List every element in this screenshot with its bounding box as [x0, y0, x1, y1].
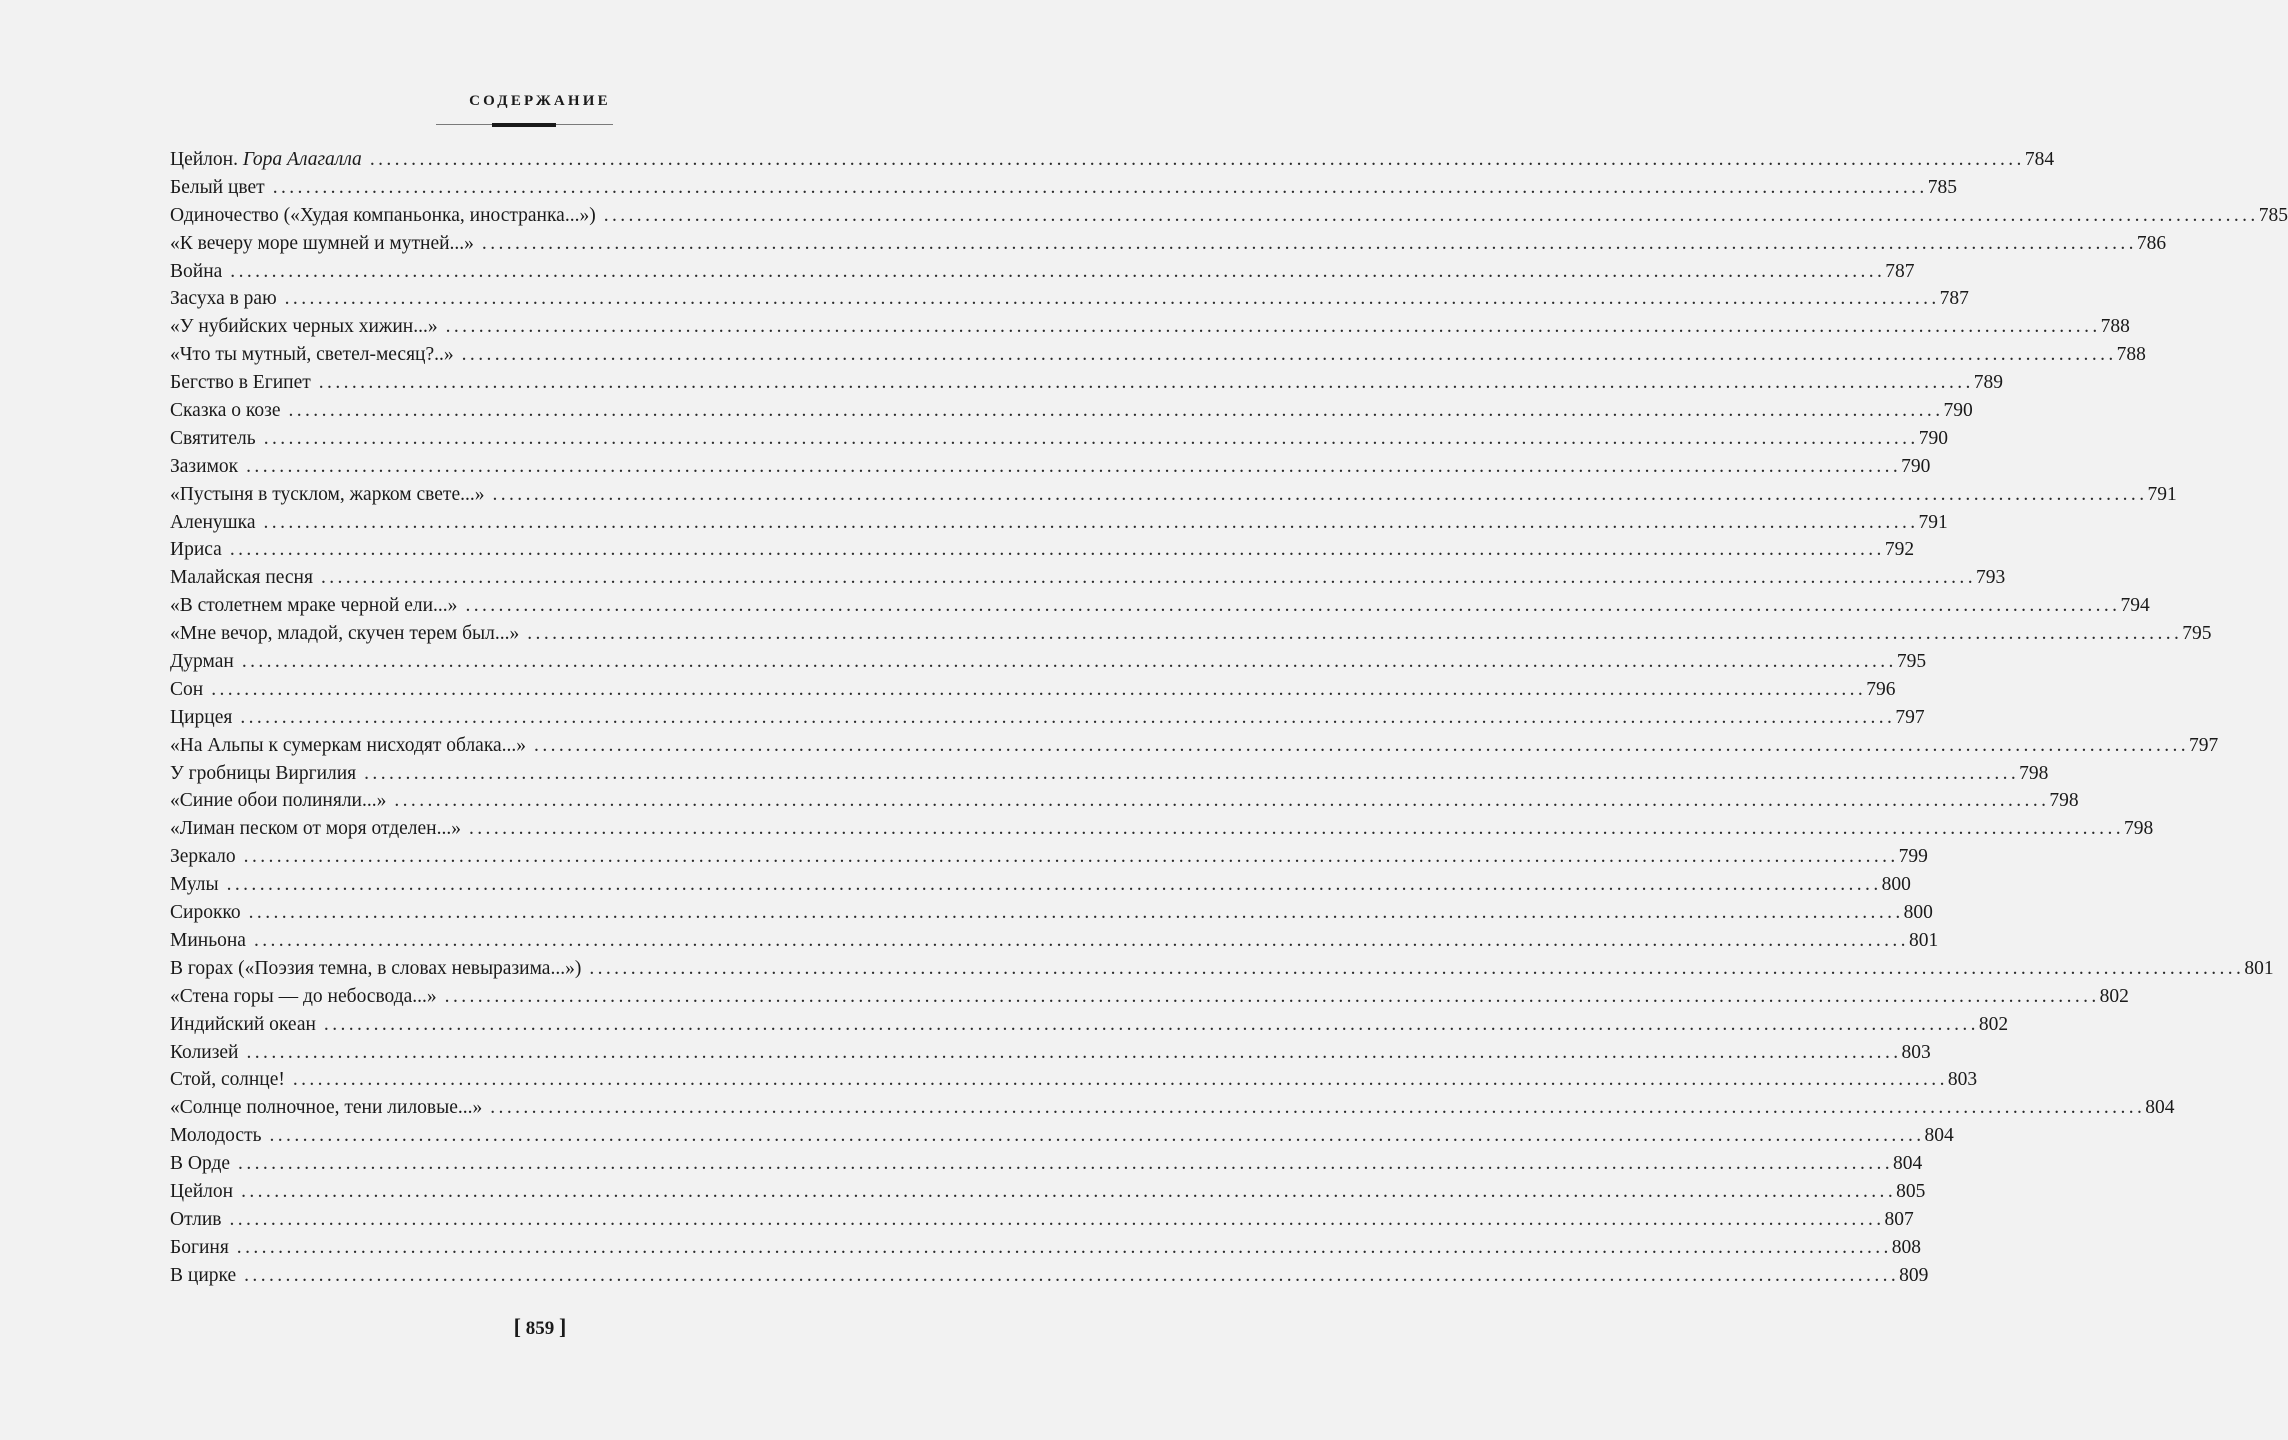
toc-entry-title-text: Сон [170, 678, 204, 700]
toc-entry-page: 788 [2100, 316, 2130, 338]
dot-leader: ........................................................................................................................................................................................................ [246, 1041, 1902, 1063]
toc-entry-page: 809 [1899, 1264, 1929, 1286]
toc-entry [170, 1206, 1914, 1234]
toc-entry-title-text: «На Альпы к сумеркам нисходят облака...» [170, 734, 527, 756]
toc-entry-title [170, 843, 236, 871]
toc-entry-page: 784 [2024, 149, 2055, 170]
dot-leader: ........................................................................................................................................................................................................ [229, 1208, 1885, 1230]
dot-leader: ........................................................................................................................................................................................................ [230, 260, 1886, 282]
dot-leader: ........................................................................................................................................................................................................ [248, 902, 1904, 924]
toc-entry-title-text: Малайская песня [170, 567, 313, 589]
toc-entry-title-text: В горах («Поэзия темна, в словах невыразима...») [170, 957, 582, 979]
toc-entry-title-text: «Что ты мутный, светел-месяц?..» [170, 344, 454, 366]
toc-entry-title [170, 1150, 230, 1178]
toc-entry-title-text: Колизей [170, 1041, 239, 1063]
dot-leader: ........................................................................................................................................................................................................ [527, 623, 2183, 645]
toc-entry-title [170, 1122, 262, 1150]
dot-leader: ........................................................................................................................................................................................................ [244, 1264, 1900, 1286]
dot-leader: ........................................................................................................................................................................................................ [318, 372, 1974, 394]
toc-entry-page: 803 [1901, 1041, 1931, 1063]
toc-entry [170, 230, 2167, 258]
toc-entry-title [170, 202, 596, 230]
toc-entry-page: 801 [2244, 957, 2274, 979]
toc-entry [170, 1178, 1926, 1206]
toc-entry-title [170, 871, 219, 899]
toc-entry-page: 798 [2019, 762, 2049, 784]
toc-entry-page: 800 [1881, 874, 1911, 896]
toc-entry-title-text: У гробницы Виргилия [170, 762, 357, 784]
toc-entry [170, 1094, 2175, 1122]
toc-entry [170, 871, 1911, 899]
toc-entry [170, 787, 2079, 815]
toc-entry-title-text: «Стена горы — до небосвода...» [170, 985, 437, 1007]
toc-entry-title-text: «Синие обои полиняли...» [170, 790, 387, 812]
toc-entry-page: 808 [1891, 1236, 1922, 1258]
toc-entry-title [170, 648, 234, 676]
dot-leader: ........................................................................................................................................................................................................ [211, 678, 1867, 700]
toc-entry-title-text: Цейлон. [170, 149, 243, 170]
toc-entry-title [170, 983, 437, 1011]
toc-entry [170, 146, 2055, 174]
dot-leader: ........................................................................................................................................................................................................ [589, 957, 2245, 979]
toc-entry-page: 804 [1924, 1125, 1954, 1147]
toc-entry-title-text: «Лиман песком от моря отделен...» [170, 818, 461, 840]
toc-entry-page: 789 [1973, 372, 2004, 394]
toc-entry [170, 453, 1931, 481]
toc-entry-title [170, 146, 362, 174]
toc-entry-page: 787 [1885, 260, 1915, 282]
toc-entry-title-text: Миньона [170, 929, 246, 951]
dot-leader: ........................................................................................................................................................................................................ [364, 762, 2020, 784]
toc-entry [170, 1234, 1922, 1262]
toc-entry [170, 620, 2212, 648]
toc-entry-page: 797 [2189, 734, 2219, 756]
toc-entry-title [170, 369, 311, 397]
toc-entry-page: 795 [1896, 651, 1927, 673]
dot-leader: ........................................................................................................................................................................................................ [369, 149, 2025, 170]
toc-entry-title-text: Одиночество («Худая компаньонка, иностранка...») [170, 204, 596, 226]
toc-entry-title [170, 927, 246, 955]
dot-leader: ........................................................................................................................................................................................................ [241, 1180, 1897, 1202]
toc-entry [170, 313, 2130, 341]
dot-leader: ........................................................................................................................................................................................................ [490, 1097, 2146, 1119]
dot-leader: ........................................................................................................................................................................................................ [246, 455, 1902, 477]
toc-entry-title [170, 285, 277, 313]
toc-entry-title-italic: Гора Алагалла [242, 149, 362, 170]
dot-leader: ........................................................................................................................................................................................................ [534, 734, 2190, 756]
dot-leader: ........................................................................................................................................................................................................ [481, 232, 2137, 254]
toc-entry-title [170, 1206, 222, 1234]
toc-entry [170, 676, 1896, 704]
page-number-bracket-open: [ [513, 1314, 521, 1339]
toc-entry [170, 509, 1948, 537]
toc-entry-page: 788 [2116, 344, 2146, 366]
toc-entry [170, 1039, 1931, 1067]
dot-leader: ........................................................................................................................................................................................................ [229, 539, 1885, 561]
toc-entry-page: 790 [1943, 400, 1973, 422]
toc-entry-title [170, 174, 265, 202]
toc-entry-title-text: Зазимок [170, 455, 239, 477]
toc-entry-page: 792 [1884, 539, 1915, 561]
toc-entry [170, 285, 1969, 313]
toc-entry-title [170, 787, 386, 815]
toc-entry-title [170, 564, 313, 592]
page-number-value: 859 [525, 1318, 555, 1339]
toc-entry-title [170, 899, 241, 927]
dot-leader: ........................................................................................................................................................................................................ [236, 1236, 1892, 1258]
toc-entry-title-text: «Мне вечор, младой, скучен терем был...» [170, 623, 520, 645]
page-number [0, 1314, 1080, 1340]
toc-entry-title-text: Белый цвет [170, 176, 265, 198]
toc-entry-title [170, 704, 232, 732]
toc-entry-title-text: Сказка о козе [170, 400, 281, 422]
toc-entry-page: 785 [1927, 176, 1957, 198]
toc-entry-title-text: «Пустыня в тусклом, жарком свете...» [170, 483, 485, 505]
toc-entry-page: 804 [1893, 1153, 1923, 1175]
toc-entry-title-text: Аленушка [170, 511, 256, 533]
toc-entry-title [170, 258, 222, 286]
dot-leader: ........................................................................................................................................................................................................ [269, 1125, 1925, 1147]
toc-entry-page: 800 [1903, 902, 1933, 924]
toc-entry-title [170, 453, 238, 481]
toc-entry-title-text: «К вечеру море шумней и мутней...» [170, 232, 474, 254]
toc-entry-title [170, 341, 454, 369]
toc-entry [170, 1150, 1923, 1178]
toc-entry-page: 791 [2147, 483, 2177, 505]
toc-entry-title [170, 425, 256, 453]
toc-entry [170, 258, 1915, 286]
toc-entry-title [170, 397, 280, 425]
toc-entry-title-text: Цирцея [170, 706, 233, 728]
toc-entry-title-text: Богиня [170, 1236, 229, 1258]
toc-entry-page: 799 [1898, 846, 1928, 868]
toc-entry-title [170, 1178, 233, 1206]
toc-entry [170, 927, 1939, 955]
toc-entry [170, 760, 2049, 788]
toc-entry [170, 732, 2219, 760]
toc-entry-title-text: Молодость [170, 1125, 262, 1147]
toc-entry-title-text: Ириса [170, 539, 222, 561]
toc-entry-page: 791 [1918, 511, 1948, 533]
toc-entry [170, 397, 1973, 425]
toc-entry [170, 899, 1933, 927]
toc-entry-title [170, 313, 438, 341]
toc-entry-title-text: «У нубийских черных хижин...» [170, 316, 438, 338]
toc-entry-title-text: «В столетнем мраке черной ели...» [170, 595, 458, 617]
toc-entry-title [170, 760, 356, 788]
toc-entry [170, 955, 2274, 983]
toc-entry-page: 802 [1978, 1013, 2009, 1035]
dot-leader: ........................................................................................................................................................................................................ [445, 316, 2101, 338]
dot-leader: ........................................................................................................................................................................................................ [320, 567, 1976, 589]
toc-entry-title [170, 481, 484, 509]
dot-leader: ........................................................................................................................................................................................................ [238, 1153, 1894, 1175]
toc-entry-page: 785 [2258, 204, 2288, 226]
dot-leader: ........................................................................................................................................................................................................ [253, 929, 1909, 951]
toc-entry-title [170, 1011, 316, 1039]
toc-entry [170, 174, 1957, 202]
dot-leader: ........................................................................................................................................................................................................ [243, 846, 1899, 868]
toc-entry-page: 803 [1947, 1069, 1978, 1091]
toc-entry [170, 341, 2146, 369]
toc-entry [170, 481, 2177, 509]
toc-entry-title-text: Сирокко [170, 902, 241, 924]
dot-leader: ........................................................................................................................................................................................................ [469, 818, 2124, 840]
toc-entry-page: 801 [1908, 929, 1939, 951]
toc-entry-page: 790 [1901, 455, 1931, 477]
toc-entry-title-text: В Орде [170, 1153, 231, 1175]
toc-entry [170, 592, 2150, 620]
dot-leader: ........................................................................................................................................................................................................ [323, 1013, 1979, 1035]
dot-leader: ........................................................................................................................................................................................................ [272, 176, 1928, 198]
toc-entry-title-text: Цейлон [170, 1180, 234, 1202]
toc-entry [170, 815, 2154, 843]
toc-entry-page: 798 [2124, 818, 2154, 840]
toc-entry-title [170, 1094, 482, 1122]
toc-entry-page: 804 [2145, 1097, 2175, 1119]
toc-entry-title-text: Святитель [170, 427, 256, 449]
toc-entry-title [170, 509, 256, 537]
toc-entry-title-text: Мулы [170, 874, 219, 896]
dot-leader: ........................................................................................................................................................................................................ [461, 344, 2117, 366]
toc-entry [170, 1066, 1978, 1094]
toc-entry-title-text: В цирке [170, 1264, 237, 1286]
dot-leader: ........................................................................................................................................................................................................ [241, 651, 1897, 673]
toc-entry [170, 843, 1928, 871]
toc-entry [170, 1122, 1954, 1150]
toc-entry-title-text: Стой, солнце! [170, 1069, 285, 1091]
toc-entry [170, 704, 1925, 732]
dot-leader: ........................................................................................................................................................................................................ [465, 595, 2121, 617]
toc-entry-page: 807 [1884, 1208, 1914, 1230]
dot-leader: ........................................................................................................................................................................................................ [292, 1069, 1948, 1091]
dot-leader: ........................................................................................................................................................................................................ [284, 288, 1940, 310]
toc-entry-title [170, 620, 519, 648]
toc-entry-page: 802 [2099, 985, 2129, 1007]
title-divider-thick [492, 123, 556, 127]
toc-entry-title-text: Дурман [170, 651, 234, 673]
toc-entry [170, 425, 1948, 453]
dot-leader: ........................................................................................................................................................................................................ [394, 790, 2050, 812]
toc-entry-page: 795 [2182, 623, 2212, 645]
toc-entry-title-text: Отлив [170, 1208, 222, 1230]
toc-entry-title [170, 955, 581, 983]
dot-leader: ........................................................................................................................................................................................................ [492, 483, 2148, 505]
dot-leader: ........................................................................................................................................................................................................ [603, 204, 2259, 226]
toc-entry [170, 648, 1927, 676]
toc-entry-page: 787 [1939, 288, 1969, 310]
toc-entry-title-text: Бегство в Египет [170, 372, 311, 394]
toc-entry-title [170, 676, 203, 704]
toc-entry-title-text: «Солнце полночное, тени лиловые...» [170, 1097, 483, 1119]
dot-leader: ........................................................................................................................................................................................................ [226, 874, 1882, 896]
toc-entry [170, 564, 2006, 592]
toc-entry-title-text: Засуха в раю [170, 288, 277, 310]
dot-leader: ........................................................................................................................................................................................................ [288, 400, 1944, 422]
page-number-bracket-close: ] [559, 1314, 567, 1339]
dot-leader: ........................................................................................................................................................................................................ [444, 985, 2100, 1007]
table-of-contents [170, 146, 2288, 1290]
toc-entry-page: 793 [1975, 567, 2006, 589]
toc-entry-title [170, 592, 457, 620]
toc-entry [170, 536, 1915, 564]
toc-entry-title [170, 230, 474, 258]
toc-entry [170, 202, 2288, 230]
toc-entry-title [170, 1234, 229, 1262]
toc-entry-title [170, 536, 222, 564]
toc-entry-page: 794 [2120, 595, 2150, 617]
toc-entry-page: 786 [2136, 232, 2167, 254]
dot-leader: ........................................................................................................................................................................................................ [263, 511, 1919, 533]
toc-entry-title [170, 815, 461, 843]
toc-entry-title-text: Индийский океан [170, 1013, 316, 1035]
toc-entry-title [170, 1039, 239, 1067]
toc-entry [170, 1262, 1929, 1290]
toc-entry-title [170, 1066, 285, 1094]
page-title: СОДЕРЖАНИЕ [469, 93, 611, 109]
dot-leader: ........................................................................................................................................................................................................ [263, 427, 1919, 449]
toc-entry-page: 798 [2049, 790, 2079, 812]
toc-entry-title [170, 732, 526, 760]
toc-entry [170, 1011, 2009, 1039]
toc-entry-page: 805 [1896, 1180, 1926, 1202]
toc-entry-title-text: Зеркало [170, 846, 236, 868]
toc-entry-page: 797 [1895, 706, 1925, 728]
toc-entry-title [170, 1262, 236, 1290]
dot-leader: ........................................................................................................................................................................................................ [240, 706, 1896, 728]
toc-entry-page: 796 [1866, 678, 1896, 700]
toc-entry [170, 369, 2004, 397]
toc-entry-title-text: Война [170, 260, 223, 282]
toc-entry-page: 790 [1918, 427, 1948, 449]
toc-entry [170, 983, 2129, 1011]
